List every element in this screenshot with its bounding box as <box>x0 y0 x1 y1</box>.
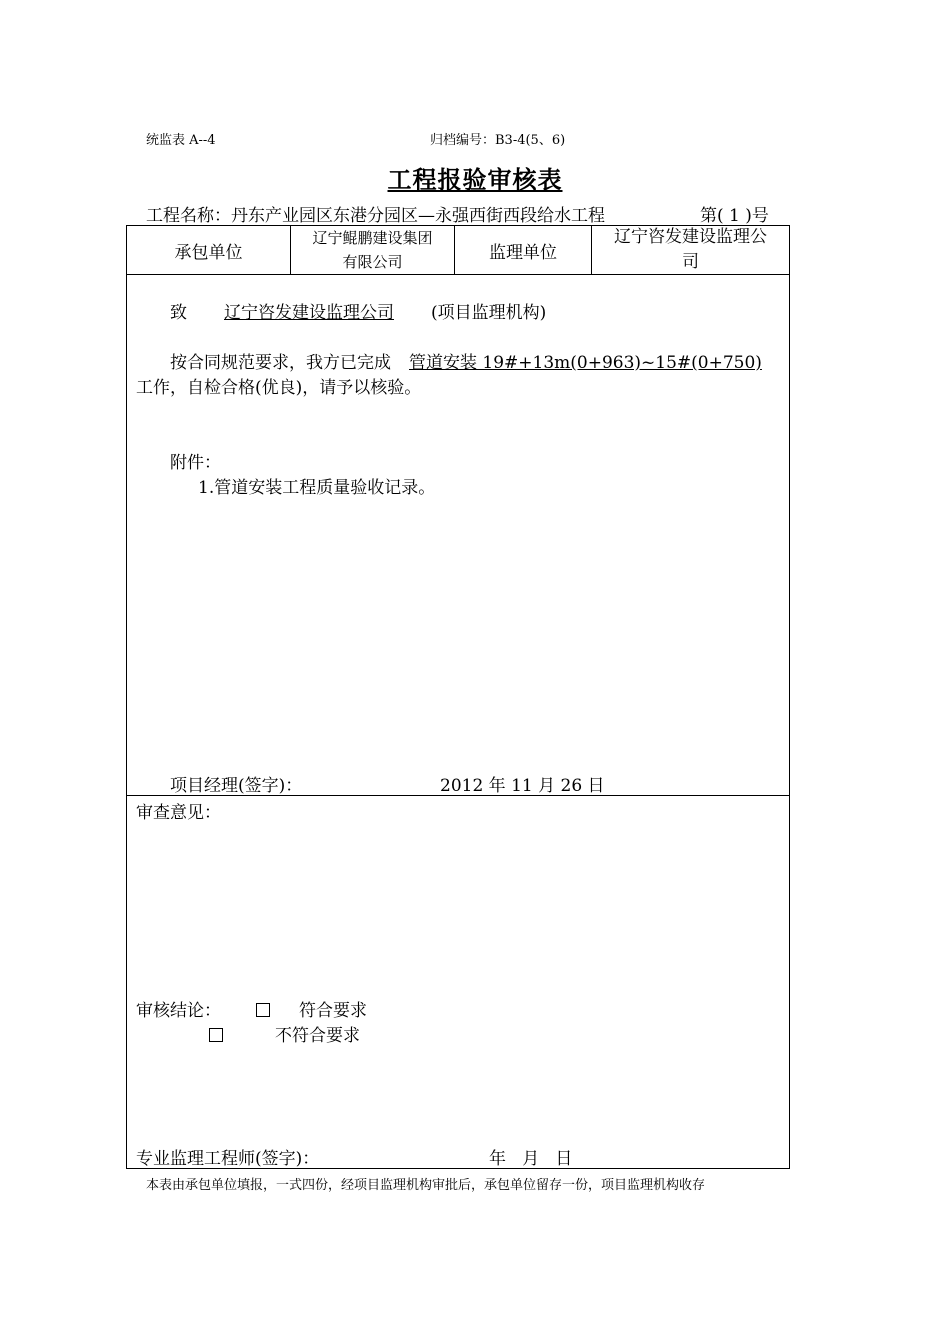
supervisor-name-line2: 司 <box>682 252 699 272</box>
review-date-blank: 年 月 日 <box>489 1149 573 1169</box>
contractor-name-line2: 有限公司 <box>342 253 403 271</box>
review-section <box>126 795 790 1169</box>
supervisor-label-cell <box>454 225 592 275</box>
contractor-label-cell <box>126 225 291 275</box>
checkbox-icon[interactable] <box>256 1003 270 1017</box>
project-name-row <box>146 201 605 226</box>
form-number-value: 1 <box>729 206 740 226</box>
footer-note: 本表由承包单位填报，一式四份，经项目监理机构审批后，承包单位留存一份，项目监理机构收存 <box>146 1178 706 1193</box>
statement-line <box>170 348 762 373</box>
addressee-suffix: (项目监理机构) <box>431 303 547 323</box>
form-code: 统监表 A--4 <box>146 133 216 148</box>
addressee-line <box>170 298 546 323</box>
review-opinion-label: 审查意见： <box>136 803 221 823</box>
form-number <box>700 201 769 226</box>
option-nonconform[interactable] <box>209 1021 360 1046</box>
manager-signature-label: 项目经理(签字)： <box>170 776 303 796</box>
engineer-signature-label: 专业监理工程师(签字)： <box>136 1149 320 1169</box>
addressee-prefix: 致 <box>170 303 187 323</box>
statement-line2: 工作，自检合格(优良)，请予以核验。 <box>136 378 422 398</box>
archive-number: 归档编号：B3-4(5、6) <box>430 133 566 148</box>
option-conform[interactable] <box>256 996 367 1021</box>
supervisor-label: 监理单位 <box>489 242 557 263</box>
statement-prefix: 按合同规范要求，我方已完成 <box>170 353 391 373</box>
statement-work: 管道安装 19#+13m(0+963)~15#(0+750) <box>409 353 762 373</box>
supervisor-value-cell <box>591 225 790 275</box>
review-conclusion-row <box>136 996 221 1021</box>
contractor-value-cell <box>290 225 455 275</box>
supervisor-name-line1: 辽宁咨发建设监理公 <box>614 227 767 247</box>
form-number-prefix: 第( <box>700 206 724 226</box>
option-conform-label: 符合要求 <box>299 1001 367 1021</box>
page-title: 工程报验审核表 <box>387 165 563 194</box>
project-name: 丹东产业园区东港分园区—永强西街西段给水工程 <box>231 206 605 226</box>
contractor-name-line1: 辽宁鲲鹏建设集团 <box>312 229 433 247</box>
submission-date: 2012 年 11 月 26 日 <box>440 776 605 796</box>
attachment-label: 附件： <box>170 453 221 473</box>
form-number-suffix: )号 <box>745 206 769 226</box>
contractor-label: 承包单位 <box>174 242 243 263</box>
checkbox-icon[interactable] <box>209 1028 223 1042</box>
project-name-label: 工程名称： <box>146 206 231 226</box>
option-nonconform-label: 不符合要求 <box>275 1026 360 1046</box>
attachment-item: 1.管道安装工程质量验收记录。 <box>198 478 436 498</box>
review-conclusion-label: 审核结论： <box>136 1001 221 1021</box>
addressee-name: 辽宁咨发建设监理公司 <box>224 303 394 323</box>
